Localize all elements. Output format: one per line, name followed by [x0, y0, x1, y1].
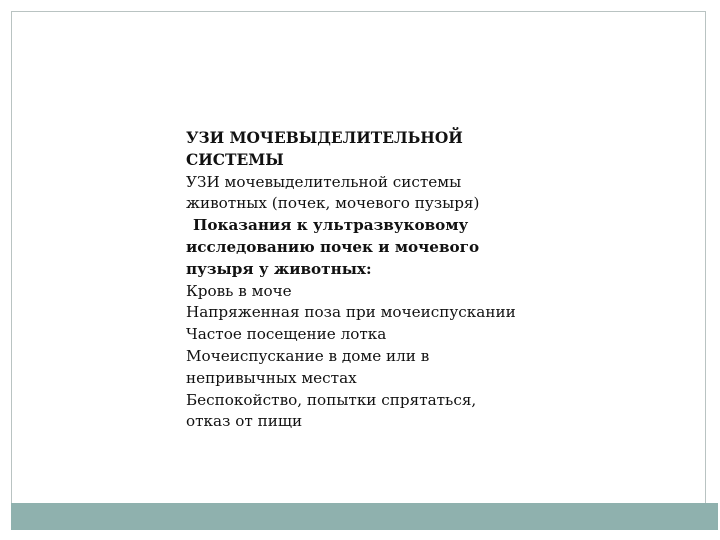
intro-line-2: животных (почек, мочевого пузыря) — [186, 194, 480, 213]
list-item: Беспокойство, попытки спрятаться, — [186, 390, 477, 409]
bottom-accent-bar — [11, 503, 718, 530]
list-item: Частое посещение лотка — [186, 325, 387, 344]
list-item: Напряженная поза при мочеиспускании — [186, 303, 516, 322]
slide-title-line-2: СИСТЕМЫ — [186, 150, 284, 169]
list-item: Кровь в моче — [186, 281, 292, 300]
indications-heading-line-2: исследованию почек и мочевого — [186, 237, 480, 256]
list-item: Мочеиспускание в доме или в — [186, 346, 430, 365]
intro-line-1: УЗИ мочевыделительной системы — [186, 172, 462, 191]
indications-heading-line-1: Показания к ультразвуковому — [193, 216, 469, 235]
list-item: отказ от пищи — [186, 412, 303, 431]
slide-content — [186, 128, 546, 433]
slide-title-line-1: УЗИ МОЧЕВЫДЕЛИТЕЛЬНОЙ — [186, 129, 463, 147]
indications-heading-line-3: пузыря у животных: — [186, 259, 372, 278]
list-item: непривычных местах — [186, 368, 357, 387]
